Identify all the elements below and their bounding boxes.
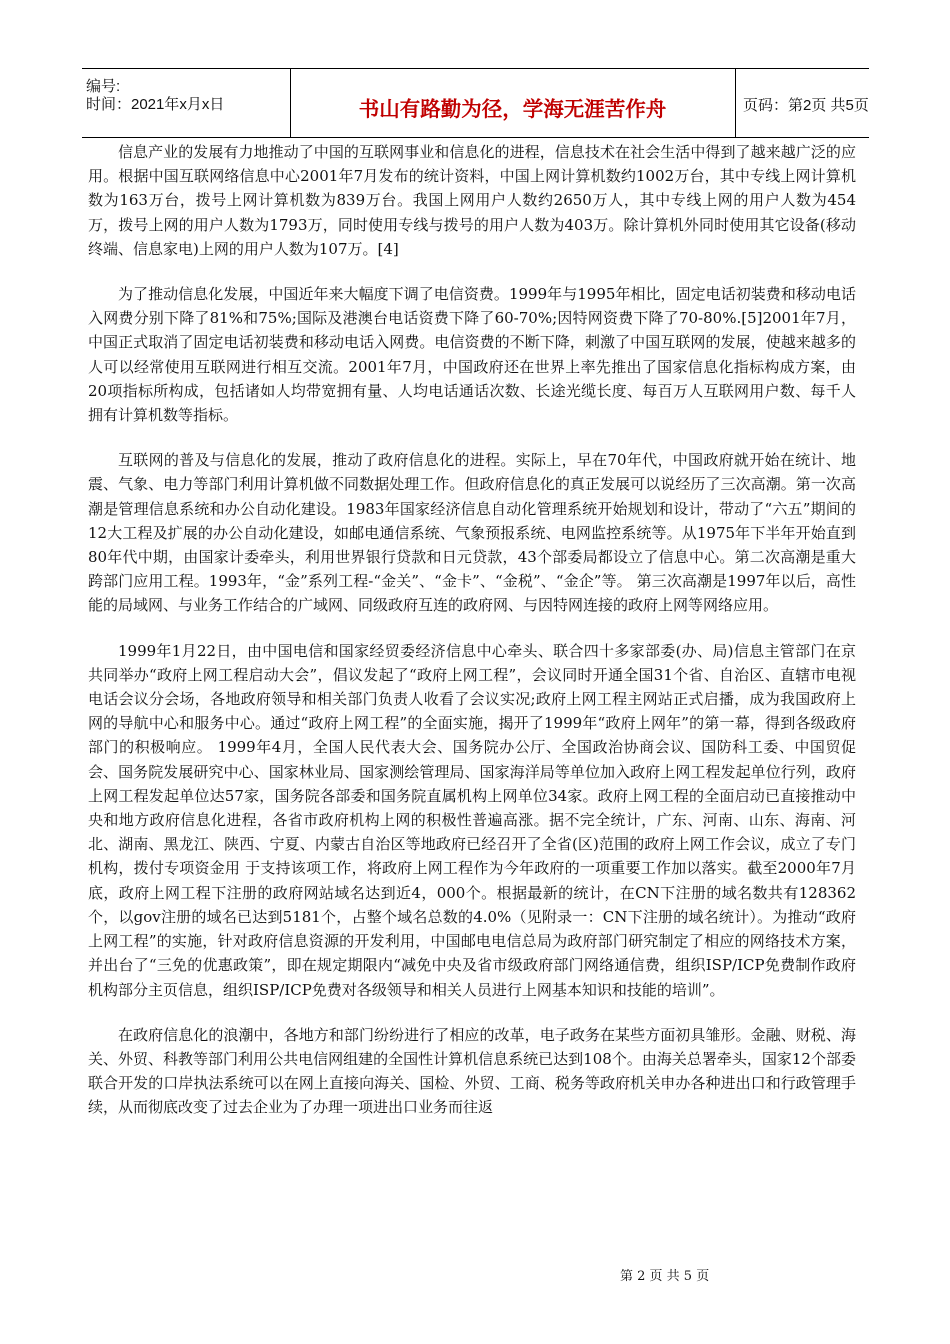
document-number-label: 编号:	[86, 78, 121, 95]
header-info-cell	[82, 69, 291, 137]
header-motto-cell	[290, 69, 736, 137]
paragraph: 互联网的普及与信息化的发展，推动了政府信息化的进程。实际上，早在70年代，中国政府就开始在统计、地震、气象、电力等部门利用计算机做不同数据处理工作。但政府信息化的真正发展可以说经历了三次高潮。第一次高潮是管理信息系统和办公自动化建设。1983年国家经济信息自动化管理系统开始规划和设计，带动了“六五”期间的12大工程及扩展的办公自动化建设，如邮电通信系统、气象预报系统、电网监控系统等。从1975年下半年开始直到80年代中期，由国家计委牵头，利用世界银行贷款和日元贷款，43个部委局都设立了信息中心。第二次高潮是重大跨部门应用工程。1993年，“金”系列工程-“金关”、“金卡”、“金税”、“金企”等。 第三次高潮是1997年以后，高性能的局域网、与业务工作结合的广域网、同级政府互连的政府网、与因特网连接的政府上网等网络应用。	[88, 451, 856, 615]
paragraph: 1999年1月22日，由中国电信和国家经贸委经济信息中心牵头、联合四十多家部委(办、局)信息主管部门在京共同举办“政府上网工程启动大会”，倡议发起了“政府上网工程”，会议同时开通全国31个省、自治区、直辖市电视电话会议分会场，各地政府领导和相关部门负责人收看了会议实况;政府上网工程主网站正式启播，成为我国政府上网的导航中心和服务中心。通过“政府上网工程”的全面实施，揭开了1999年“政府上网年”的第一幕，得到各级政府部门的积极响应。 1999年4月，全国人民代表大会、国务院办公厅、全国政治协商会议、国防科工委、中国贸促会、国务院发展研究中心、国家林业局、国家测绘管理局、国家海洋局等单位加入政府上网工程发起单位行列，政府上网工程发起单位达57家，国务院各部委和国务院直属机构上网单位34家。政府上网工程的全面启动已直接推动中央和地方政府信息化进程，各省市政府机构上网的积极性普遍高涨。据不完全统计，广东、河南、山东、海南、河北、湖南、黑龙江、陕西、宁夏、内蒙古自治区等地政府已经召开了全省(区)范围的政府上网工作会议，成立了专门机构，拨付专项资金用 于支持该项工作，将政府上网工程作为今年政府的一项重要工作加以落实。截至2000年7月底，政府上网工程下注册的政府网站域名达到近4，000个。根据最新的统计，在CN下注册的域名数共有128362个，以gov注册的域名已达到5181个，占整个域名总数的4.0%（见附录一：CN下注册的域名统计）。为推动“政府上网工程”的实施，针对政府信息资源的开发利用，中国邮电电信总局为政府部门研究制定了相应的网络技术方案，并出台了“三免的优惠政策”，即在规定期限内“减免中央及省市级政府部门网络通信费，组织ISP/ICP免费制作政府机构部分主页信息，组织ISP/ICP免费对各级领导和相关人员进行上网基本知识和技能的培训”。	[88, 641, 856, 999]
document-body	[88, 140, 856, 1141]
page-header	[82, 68, 869, 138]
paragraph: 在政府信息化的浪潮中，各地方和部门纷纷进行了相应的改革，电子政务在某些方面初具雏形。金融、财税、海关、外贸、科教等部门利用公共电信网组建的全国性计算机信息系统已达到108个。由海关总署牵头，国家12个部委联合开发的口岸执法系统可以在网上直接向海关、国检、外贸、工商、税务等政府机关申办各种进出口和行政管理手续，从而彻底改变了过去企业为了办理一项进出口业务而往返	[88, 1025, 856, 1117]
header-motto: 书山有路勤为径，学海无涯苦作舟	[358, 98, 667, 121]
header-page-cell	[735, 69, 869, 137]
paragraph: 信息产业的发展有力地推动了中国的互联网事业和信息化的进程，信息技术在社会生活中得到了越来越广泛的应用。根据中国互联网络信息中心2001年7月发布的统计资料，中国上网计算机数约1002万台，其中专线上网计算机数为163万台，拨号上网计算机数为839万台。我国上网用户人数约2650万人，其中专线上网的用户人数为454万，拨号上网的用户人数为1793万，同时使用专线与拨号的用户人数为403万。除计算机外同时使用其它设备(移动终端、信息家电)上网的用户人数为107万。[4]	[88, 143, 856, 258]
page-footer: 第 2 页 共 5 页	[620, 1269, 710, 1284]
header-page-info: 页码：第2页 共5页	[743, 97, 869, 114]
document-time-label: 时间：2021年x月x日	[86, 96, 225, 113]
paragraph: 为了推动信息化发展，中国近年来大幅度下调了电信资费。1999年与1995年相比，固定电话初装费和移动电话入网费分别下降了81%和75%;国际及港澳台电话资费下降了60-70%;因特网资费下降了70-80%.[5]2001年7月，中国正式取消了固定电话初装费和移动电话入网费。电信资费的不断下降，刺激了中国互联网的发展，使越来越多的人可以经常使用互联网进行相互交流。2001年7月，中国政府还在世界上率先推出了国家信息化指标构成方案，由20项指标所构成，包括诸如人均带宽拥有量、人均电话通话次数、长途光缆长度、每百万人互联网用户数、每千人拥有计算机数等指标。	[88, 285, 856, 425]
